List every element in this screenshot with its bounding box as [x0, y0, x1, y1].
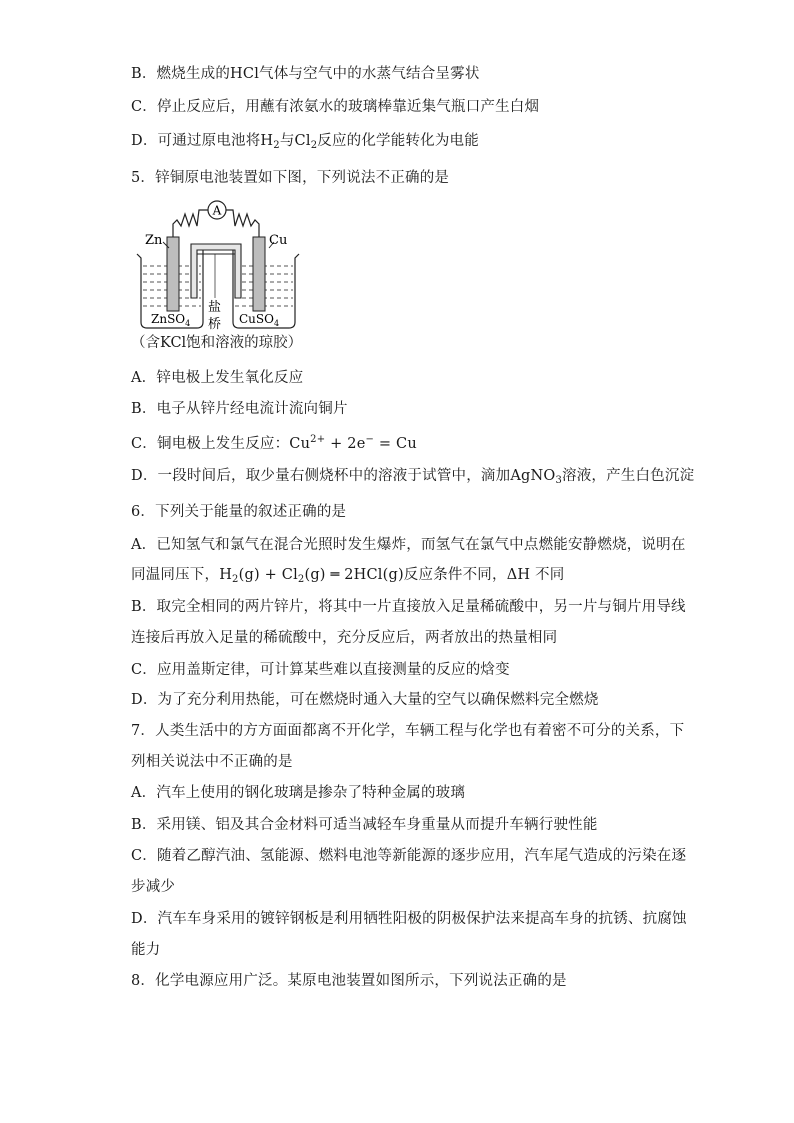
q4-option-c: C．停止反应后，用蘸有浓氨水的玻璃棒靠近集气瓶口产生白烟 — [131, 99, 540, 115]
q5-option-c — [131, 430, 417, 454]
copper-electrode — [253, 237, 265, 311]
q5-option-a: A．锌电极上发生氧化反应 — [131, 370, 304, 386]
q7-option-b: B．采用镁、铝及其合金材料可适当减轻车身重量从而提升车辆行驶性能 — [131, 817, 598, 833]
q5-option-d — [131, 466, 694, 491]
salt-bridge-label-1: 盐 — [208, 300, 222, 315]
ammeter-label: A — [212, 203, 222, 218]
q6-option-b-line2: 连接后再放入足量的稀硫酸中，充分反应后，两者放出的热量相同 — [131, 630, 558, 646]
q5-c-text: + 2e — [325, 436, 366, 452]
znso4-label: ZnSO$_4$ — [151, 312, 191, 328]
q4-d-text: 与Cl — [279, 133, 311, 149]
q8-stem: 8．化学电源应用广泛。某原电池装置如图所示，下列说法正确的是 — [131, 973, 567, 989]
q5-d-text: 溶液，产生白色沉淀 — [562, 468, 695, 484]
q4-option-b: B．燃烧生成的HCl气体与空气中的水蒸气结合呈雾状 — [131, 66, 480, 82]
q7-option-c-line2: 步减少 — [131, 879, 176, 895]
q5-c-superscript: 2+ — [310, 434, 326, 445]
q4-d-text: D．可通过原电池将H — [131, 133, 274, 149]
q7-stem-line2: 列相关说法中不正确的是 — [131, 754, 293, 770]
q6-option-a-line1: A．已知氢气和氯气在混合光照时发生爆炸，而氢气在氯气中点燃能安静燃烧，说明在 — [131, 537, 686, 553]
q5-option-b: B．电子从锌片经电流计流向铜片 — [131, 401, 348, 417]
salt-bridge-label-2: 桥 — [208, 317, 222, 332]
cu-label: Cu — [269, 233, 288, 248]
q5-d-subscript: 3 — [555, 475, 563, 486]
cuso4-label: CuSO$_4$ — [239, 312, 280, 328]
q7-option-d-line1: D．汽车车身采用的镀锌钢板是利用牺牲阳极的阴极保护法来提高车身的抗锈、抗腐蚀 — [131, 911, 687, 927]
q5-c-superscript: − — [365, 434, 375, 445]
q6-a-subscript: 2 — [232, 574, 239, 585]
q5-stem: 5．锌铜原电池装置如下图，下列说法不正确的是 — [131, 170, 450, 186]
q6-stem: 6．下列关于能量的叙述正确的是 — [131, 504, 347, 520]
q7-option-a: A．汽车上使用的钢化玻璃是掺杂了特种金属的玻璃 — [131, 785, 466, 801]
q6-option-c: C．应用盖斯定律，可计算某些难以直接测量的反应的焓变 — [131, 662, 510, 678]
q6-option-a-line2 — [131, 565, 564, 590]
q6-a-text: (g) + Cl — [238, 567, 298, 583]
q6-a-text: 同温同压下，H — [131, 567, 233, 583]
q6-a-text: (g) ═ 2HCl(g)反应条件不同，ΔH 不同 — [304, 567, 565, 583]
galvanic-cell-figure — [133, 198, 313, 333]
zn-label: Zn — [145, 233, 163, 248]
q7-stem-line1: 7．人类生活中的方方面面都离不开化学，车辆工程与化学也有着密不可分的关系，下 — [131, 723, 685, 739]
q7-option-d-line2: 能力 — [131, 942, 161, 958]
q4-d-text: 反应的化学能转化为电能 — [317, 133, 479, 149]
q4-d-subscript: 2 — [273, 140, 280, 151]
q6-option-d: D．为了充分利用热能，可在燃烧时通入大量的空气以确保燃料完全燃烧 — [131, 692, 599, 708]
q5-d-text: D．一段时间后，取少量右侧烧杯中的溶液于试管中，滴加AgNO — [131, 468, 556, 484]
q5-c-text: = Cu — [374, 436, 417, 452]
q5-c-text: C．铜电极上发生反应：Cu — [131, 436, 311, 452]
figure-caption: （含KCl饱和溶液的琼胶） — [131, 335, 303, 351]
q4-option-d — [131, 131, 479, 156]
q7-option-c-line1: C．随着乙醇汽油、氢能源、燃料电池等新能源的逐步应用，汽车尾气造成的污染在逐 — [131, 848, 687, 864]
q6-a-subscript: 2 — [297, 574, 305, 585]
q4-d-subscript: 2 — [310, 140, 318, 151]
q6-option-b-line1: B．取完全相同的两片锌片，将其中一片直接放入足量稀硫酸中，另一片与铜片用导线 — [131, 599, 686, 615]
